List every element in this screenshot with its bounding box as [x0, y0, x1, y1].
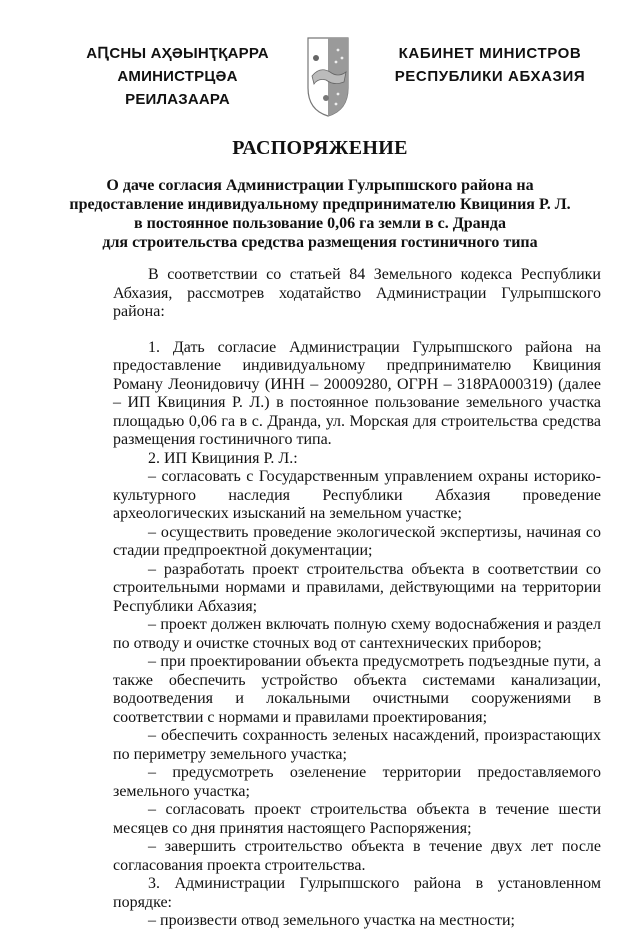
header-abkhaz-line2: АМИНИСТРЦӘА РЕИЛАЗААРА — [117, 68, 238, 108]
paragraph: – согласовать с Государственным управлением охраны историко-культурного наследия Республики Абхазия проведение археологических изысканий на земельном участке; — [113, 468, 601, 522]
header-russian — [390, 42, 590, 88]
document-subject — [50, 176, 590, 252]
paragraph: – проект должен включать полную схему водоснабжения и раздел по отводу и очистке сточных вод от сантехнических приборов; — [113, 616, 601, 652]
header-russian-line2: РЕСПУБЛИКИ АБХАЗИЯ — [394, 68, 586, 85]
subject-line: в постоянное пользование 0,06 га земли в с. Дранда — [134, 215, 506, 232]
paragraph: – разработать проект строительства объекта в соответствии со строительными нормами и правилами, действующими на территории Республики Абхазия; — [113, 560, 601, 615]
paragraph: – завершить строительство объекта в течение двух лет после согласования проекта строительства. — [113, 838, 601, 874]
paragraph: – согласовать проект строительства объекта в течение шести месяцев со дня принятия настоящего Распоряжения; — [113, 801, 601, 837]
preamble: В соответствии со статьей 84 Земельного кодекса Республики Абхазия, рассмотрев ходатайство Администрации Гулрыпшского района: — [113, 266, 601, 320]
paragraph: – произвести отвод земельного участка на местности; — [148, 912, 515, 929]
header-abkhaz — [70, 42, 285, 111]
subject-line: предоставление индивидуальному предпринимателю Квициния Р. Л. — [69, 196, 571, 213]
letterhead — [0, 0, 640, 126]
paragraph: – обеспечить сохранность зеленых насаждений, произрастающих по периметру земельного участка; — [113, 727, 601, 763]
header-abkhaz-line1: АԤСНЫ АҲӘЫНҬҚАРРА — [86, 45, 269, 62]
paragraph: 3. Администрации Гулрыпшского района в установленном порядке: — [113, 875, 601, 911]
paragraph: 2. ИП Квициния Р. Л.: — [148, 449, 298, 467]
paragraph: – при проектировании объекта предусмотреть подъездные пути, а также обеспечить устройство объекта системами канализации, водоотведения и локальными очистными сооружениями в соответствии с нормами и правилами проектирования; — [113, 653, 601, 726]
subject-line: О даче согласия Администрации Гулрыпшского района на — [106, 177, 534, 194]
subject-line: для строительства средства размещения гостиничного типа — [102, 234, 538, 251]
paragraph: – предусмотреть озеленение территории предоставляемого земельного участка; — [113, 764, 601, 800]
document-title: РАСПОРЯЖЕНИЕ — [232, 137, 408, 159]
coat-of-arms-icon — [306, 36, 350, 118]
header-russian-line1: КАБИНЕТ МИНИСТРОВ — [398, 45, 582, 62]
document-body — [113, 266, 601, 951]
paragraph: 1. Дать согласие Администрации Гулрыпшского района на предоставление индивидуальному предпринимателю Квициния Роману Леонидовичу (ИНН – 20009280, ОГРН – 318РА000319) (далее – ИП Квициния Р. Л.) в постоянное пользование земельного участка площадью 0,06 га в с. Дранда, ул. Морская для строительства средства размещения гостиничного типа. — [113, 338, 601, 448]
paragraph: – осуществить проведение экологической экспертизы, начиная со стадии предпроектной документации; — [113, 523, 601, 559]
